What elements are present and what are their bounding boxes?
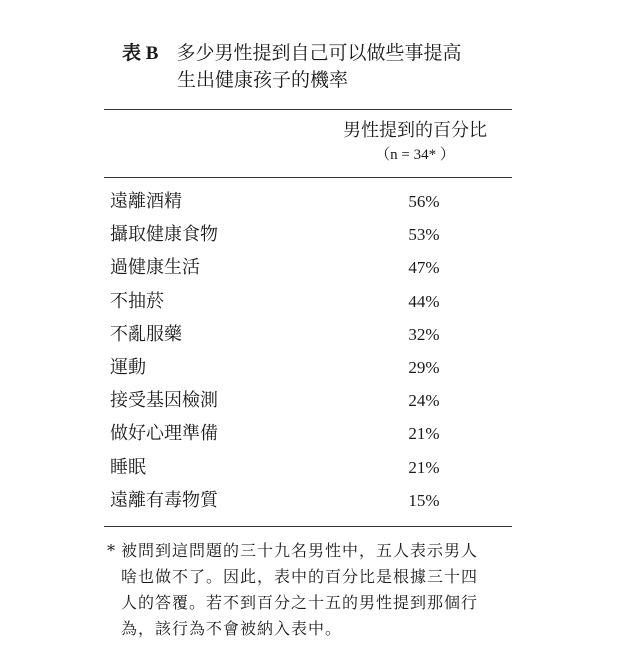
row-item: 遠離有毒物質 (110, 489, 218, 511)
row-percent: 21% (408, 424, 440, 444)
table-row (108, 354, 508, 387)
table-row (108, 221, 508, 254)
column-header-sample-size: （n = 34* ） (375, 147, 455, 163)
row-item: 攝取健康食物 (110, 224, 218, 246)
row-percent: 53% (408, 225, 440, 245)
row-item: 運動 (110, 356, 146, 378)
footnote-line-4: 為，該行為不會被納入表中。 (121, 619, 343, 638)
table-row (108, 321, 508, 354)
footnote-line-3: 人的答覆。若不到百分之十五的男性提到那個行 (121, 593, 479, 612)
footnote-asterisk: * (107, 541, 116, 560)
row-percent: 24% (408, 391, 440, 411)
table-row (108, 420, 508, 453)
row-item: 睡眠 (110, 456, 146, 478)
footnote (107, 538, 527, 642)
table-title-line-2: 生出健康孩子的機率 (177, 69, 349, 91)
table-row (108, 487, 508, 520)
table-body (108, 188, 508, 520)
row-item: 不抽菸 (110, 290, 164, 312)
row-percent: 32% (408, 324, 440, 344)
row-percent: 56% (408, 192, 440, 211)
row-item: 遠離酒精 (110, 191, 182, 212)
table-row (108, 254, 508, 287)
row-percent: 21% (408, 457, 440, 477)
row-percent: 44% (408, 291, 440, 311)
footnote-line-1: 被問到這問題的三十九名男性中，五人表示男人 (121, 541, 479, 560)
table-title (122, 40, 522, 94)
column-header-main: 男性提到的百分比 (343, 120, 487, 141)
table-row (108, 188, 508, 221)
footnote-line-2: 啥也做不了。因此，表中的百分比是根據三十四 (121, 567, 479, 586)
column-header (330, 118, 500, 166)
top-rule (104, 109, 512, 110)
table-title-line-1: 多少男性提到自己可以做些事提高 (176, 42, 462, 64)
row-item: 過健康生活 (110, 257, 200, 279)
table-label: 表 B (122, 43, 159, 64)
table-row (108, 288, 508, 321)
table-row (108, 454, 508, 487)
row-percent: 47% (408, 258, 440, 278)
row-percent: 15% (408, 490, 440, 510)
row-item: 不亂服藥 (110, 323, 182, 345)
row-item: 接受基因檢測 (110, 390, 218, 412)
row-percent: 29% (408, 357, 440, 377)
header-rule (104, 177, 512, 178)
bottom-rule (104, 526, 512, 527)
row-item: 做好心理準備 (110, 423, 218, 445)
table-row (108, 387, 508, 420)
